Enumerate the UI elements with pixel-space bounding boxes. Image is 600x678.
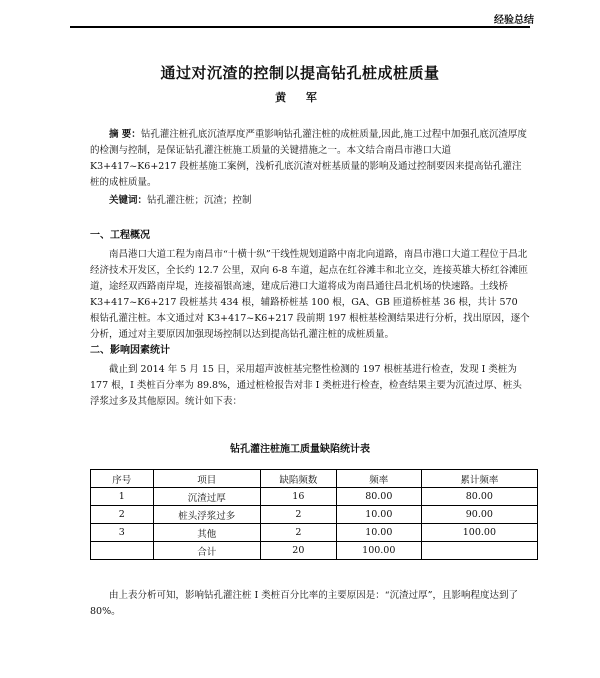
table-header-cell: 序号 — [91, 470, 154, 488]
table-row — [91, 506, 538, 524]
table-header-cell: 缺陷频数 — [260, 470, 336, 488]
table-cell: 1 — [91, 488, 154, 506]
keywords-label: 关键词： — [109, 195, 148, 206]
table-header-cell: 频率 — [336, 470, 421, 488]
table-row — [91, 488, 538, 506]
article-title: 通过对沉渣的控制以提高钻孔桩成桩质量 — [160, 64, 440, 82]
section-overview-text: 南昌港口大道工程为南昌市“十横十纵”干线性规划道路中南北向道路，南昌市港口大道工程位于昌北经济技术开发区，全长约 12.7 公里，双向 6-8 车道，起点在红谷滩丰和北立交，连接英雄大桥红谷滩匝道，途经双西路南岸堤，连接福银高速，建成后港口大道将成为南昌通往昌北机场的快速路。土线桥 K3+417~K6+217 段桩基共 434 根，辅路桥桩基 100 根，GA、GB 匝道桥桩基 36 根，共计 570 根钻孔灌注桩。本文通过对 K3+417~K6+217 段前期 197 根桩基检测结果进行分析，找出原因，逐个分析，通过对主要原因加强现场控制以达到提高钻孔灌注桩的成桩质量。 — [90, 249, 530, 340]
table-cell: 桩头浮浆过多 — [153, 506, 260, 524]
table-cell: 沉渣过厚 — [153, 488, 260, 506]
keywords — [90, 193, 530, 209]
abstract-text: 钻孔灌注桩孔底沉渣厚度严重影响钻孔灌注桩的成桩质量,因此,施工过程中加强孔底沉渣厚度的检测与控制，是保证钻孔灌注桩施工质量的关键措施之一。本文结合南昌市港口大道K3+417~K6+217 段桩基施工案例，浅析孔底沉渣对桩基质量的影响及通过控制要因来提高钻孔灌注桩的成桩质量。 — [90, 129, 527, 188]
table-title: 钻孔灌注桩施工质量缺陷统计表 — [230, 444, 370, 455]
table-cell: 合计 — [153, 542, 260, 560]
table-cell — [421, 542, 537, 560]
table-cell: 2 — [260, 506, 336, 524]
header-rule — [70, 26, 530, 28]
table-row — [91, 524, 538, 542]
journal-section-tag: 经验总结 — [494, 15, 534, 26]
table-cell: 其他 — [153, 524, 260, 542]
table-cell: 100.00 — [336, 542, 421, 560]
table-cell: 10.00 — [336, 506, 421, 524]
table-cell: 20 — [260, 542, 336, 560]
article-author: 黄 军 — [275, 91, 325, 104]
table-cell: 2 — [260, 524, 336, 542]
table-cell: 100.00 — [421, 524, 537, 542]
keywords-text: 钻孔灌注桩；沉渣；控制 — [147, 195, 252, 206]
table-header-cell: 项目 — [153, 470, 260, 488]
table-cell: 10.00 — [336, 524, 421, 542]
table-total-row — [91, 542, 538, 560]
table-cell: 3 — [91, 524, 154, 542]
table-cell: 80.00 — [421, 488, 537, 506]
section-statistics-text: 截止到 2014 年 5 月 15 日，采用超声波桩基完整性检测的 197 根桩基进行检查，发现 I 类桩为 177 根，I 类桩百分率为 89.8%，通过桩检报告对非 I 类桩进行检查，检查结果主要为沉渣过厚、桩头浮浆过多及其他原因。统计如下表： — [90, 364, 522, 407]
table-header-cell: 累计频率 — [421, 470, 537, 488]
table-cell: 90.00 — [421, 506, 537, 524]
table-cell: 16 — [260, 488, 336, 506]
defect-statistics-table — [90, 469, 538, 560]
conclusion-text: 由上表分析可知，影响钻孔灌注桩 I 类桩百分比率的主要原因是：“沉渣过厚”，且影响程度达到了 80%。 — [90, 590, 519, 617]
table-cell: 2 — [91, 506, 154, 524]
table-header-row — [91, 470, 538, 488]
table-cell — [91, 542, 154, 560]
table-cell: 80.00 — [336, 488, 421, 506]
section-heading-overview: 一、工程概况 — [90, 230, 150, 241]
abstract-label: 摘 要： — [109, 129, 141, 140]
abstract — [90, 127, 530, 191]
section-heading-statistics: 二、影响因素统计 — [90, 345, 170, 356]
